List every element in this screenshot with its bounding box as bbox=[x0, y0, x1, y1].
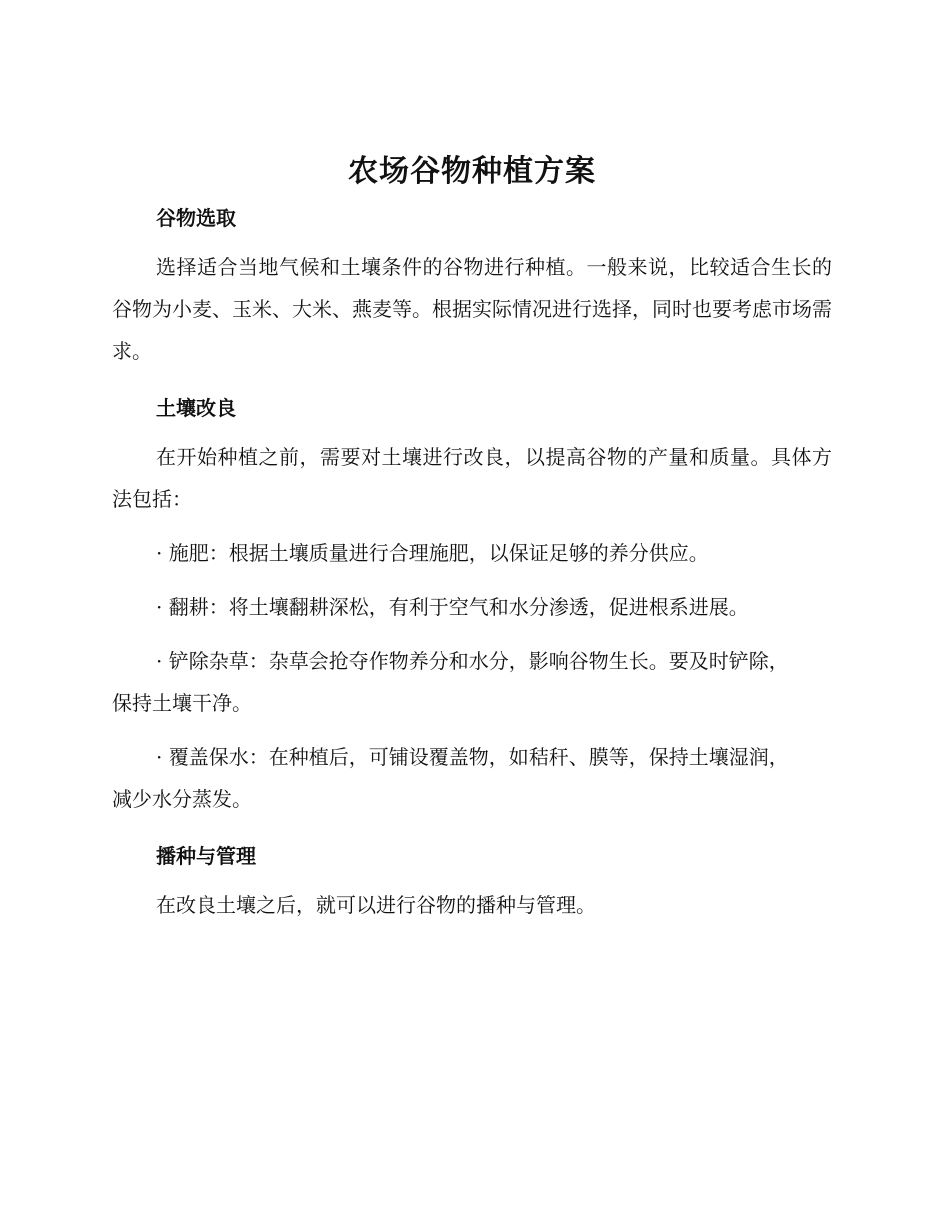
list-item-mulching: · 覆盖保水：在种植后，可铺设覆盖物，如秸秆、膜等，保持土壤湿润，减少水分蒸发。 bbox=[112, 745, 789, 811]
section-heading-sowing-management: 播种与管理 bbox=[156, 844, 256, 868]
list-item-fertilize: · 施肥：根据土壤质量进行合理施肥，以保证足够的养分供应。 bbox=[156, 541, 709, 565]
list-item-weeding: · 铲除杂草：杂草会抢夺作物养分和水分，影响谷物生长。要及时铲除，保持土壤干净。 bbox=[112, 649, 789, 715]
section-heading-grain-selection: 谷物选取 bbox=[156, 206, 236, 230]
section-paragraph-soil-improvement: 在开始种植之前，需要对土壤进行改良，以提高谷物的产量和质量。具体方法包括： bbox=[112, 445, 832, 511]
document-title: 农场谷物种植方案 bbox=[348, 154, 596, 189]
document-body bbox=[112, 150, 832, 926]
section-paragraph-sowing-management: 在改良土壤之后，就可以进行谷物的播种与管理。 bbox=[156, 893, 596, 917]
list-item-plowing: · 翻耕：将土壤翻耕深松，有利于空气和水分渗透，促进根系进展。 bbox=[156, 595, 749, 619]
section-heading-soil-improvement: 土壤改良 bbox=[156, 396, 236, 420]
section-paragraph-grain-selection: 选择适合当地气候和土壤条件的谷物进行种植。一般来说，比较适合生长的谷物为小麦、玉米、大米、燕麦等。根据实际情况进行选择，同时也要考虑市场需求。 bbox=[112, 255, 832, 363]
